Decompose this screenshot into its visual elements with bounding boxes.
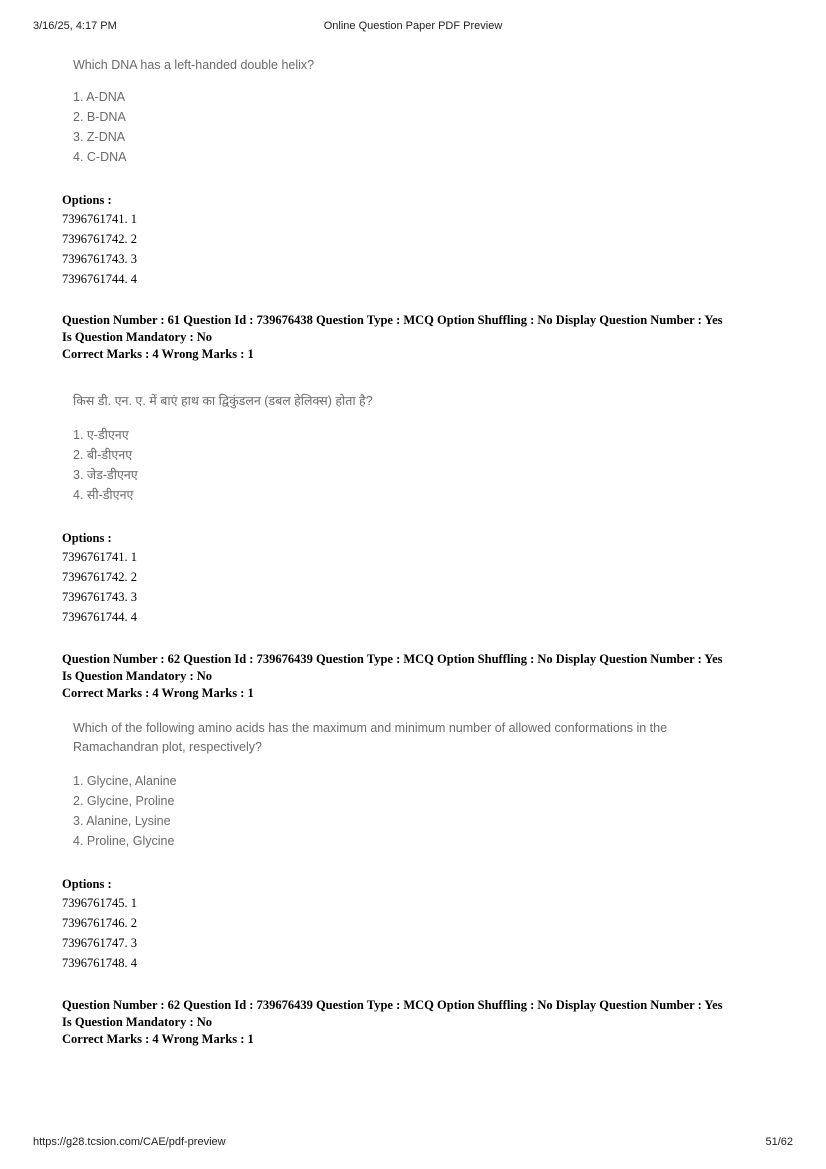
- choice-item: 1. A-DNA: [73, 90, 126, 104]
- choice-item: 4. Proline, Glycine: [73, 834, 175, 848]
- question-image-q62-en: [73, 719, 667, 851]
- choice-list: [73, 425, 373, 505]
- option-row: 7396761747. 3: [62, 936, 137, 950]
- page-number: 51/62: [765, 1136, 793, 1148]
- page-footer: [33, 1136, 793, 1152]
- meta-line: Question Number : 62 Question Id : 739676439 Question Type : MCQ Option Shuffling : No Display Question Number : Yes: [62, 652, 723, 666]
- option-row: 7396761742. 2: [62, 570, 137, 584]
- choice-item: 3. जेड-डीएनए: [73, 468, 138, 482]
- meta-line: Is Question Mandatory : No: [62, 1015, 213, 1029]
- options-block-2: [62, 529, 137, 627]
- choice-item: 1. ए-डीएनए: [73, 428, 129, 442]
- choice-item: 2. B-DNA: [73, 110, 126, 124]
- choice-item: 2. Glycine, Proline: [73, 794, 175, 808]
- option-row: 7396761743. 3: [62, 252, 137, 266]
- option-row: 7396761744. 4: [62, 272, 137, 286]
- meta-line: Is Question Mandatory : No: [62, 669, 213, 683]
- meta-line: Is Question Mandatory : No: [62, 330, 213, 344]
- choice-item: 1. Glycine, Alanine: [73, 774, 177, 788]
- option-row: 7396761742. 2: [62, 232, 137, 246]
- question-stem: किस डी. एन. ए. में बाएं हाथ का द्विकुंडलन (डबल हेलिक्स) होता है?: [73, 394, 373, 408]
- options-label: Options :: [62, 877, 112, 891]
- meta-line: Correct Marks : 4 Wrong Marks : 1: [62, 1032, 254, 1046]
- options-block-3: [62, 875, 137, 973]
- option-row: 7396761741. 1: [62, 212, 137, 226]
- question-image-q60-en: [73, 56, 314, 167]
- option-row: 7396761744. 4: [62, 610, 137, 624]
- question-stem-line: Ramachandran plot, respectively?: [73, 740, 262, 754]
- question-image-q61-hi: [73, 392, 373, 505]
- option-row: 7396761746. 2: [62, 916, 137, 930]
- page-header: [33, 20, 793, 36]
- question-meta-62: [62, 651, 782, 702]
- question-stem-line: Which of the following amino acids has the maximum and minimum number of allowed conformations in the: [73, 721, 668, 735]
- meta-line: Correct Marks : 4 Wrong Marks : 1: [62, 686, 254, 700]
- choice-item: 2. बी-डीएनए: [73, 448, 133, 462]
- choice-list: [73, 771, 667, 851]
- meta-line: Correct Marks : 4 Wrong Marks : 1: [62, 347, 254, 361]
- meta-line: Question Number : 61 Question Id : 739676438 Question Type : MCQ Option Shuffling : No Display Question Number : Yes: [62, 313, 723, 327]
- choice-item: 4. सी-डीएनए: [73, 488, 134, 502]
- options-block-1: [62, 191, 137, 289]
- choice-list: [73, 87, 314, 167]
- question-stem: Which DNA has a left-handed double helix?: [73, 58, 315, 72]
- options-label: Options :: [62, 531, 112, 545]
- option-row: 7396761741. 1: [62, 550, 137, 564]
- options-label: Options :: [62, 193, 112, 207]
- choice-item: 3. Alanine, Lysine: [73, 814, 171, 828]
- option-row: 7396761743. 3: [62, 590, 137, 604]
- question-meta-62-repeat: [62, 997, 782, 1048]
- option-row: 7396761748. 4: [62, 956, 137, 970]
- print-datetime: 3/16/25, 4:17 PM: [33, 20, 117, 32]
- choice-item: 4. C-DNA: [73, 150, 127, 164]
- meta-line: Question Number : 62 Question Id : 739676439 Question Type : MCQ Option Shuffling : No Display Question Number : Yes: [62, 998, 723, 1012]
- page-title: Online Question Paper PDF Preview: [323, 20, 503, 32]
- option-row: 7396761745. 1: [62, 896, 137, 910]
- question-meta-61: [62, 312, 782, 363]
- page-url: https://g28.tcsion.com/CAE/pdf-preview: [33, 1136, 226, 1148]
- choice-item: 3. Z-DNA: [73, 130, 126, 144]
